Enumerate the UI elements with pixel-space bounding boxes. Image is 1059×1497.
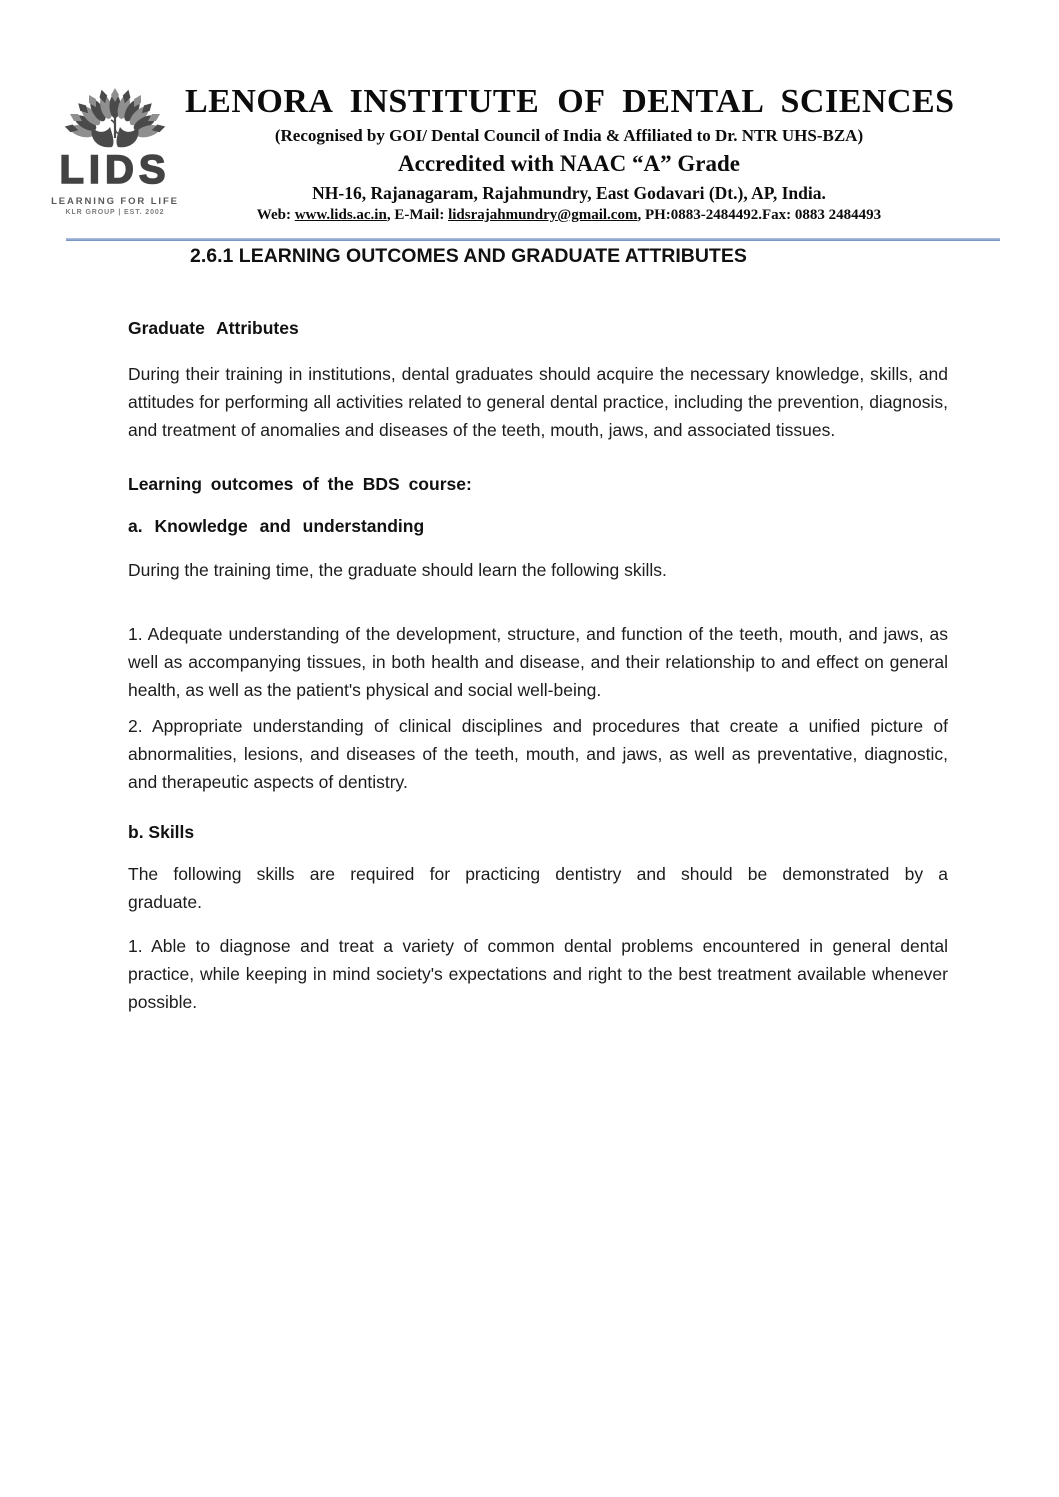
institute-logo [48, 78, 182, 216]
peacock-icon [53, 78, 177, 148]
logo-tagline: LEARNING FOR LIFE [51, 196, 179, 207]
knowledge-item-2: 2. Appropriate understanding of clinical disciplines and procedures that create a unified picture of abnormalities, lesions, and diseases of the teeth, mouth, and jaws, as well as preventative, diagnostic, and therapeutic aspects of dentistry. [128, 716, 948, 792]
recognition-line: (Recognised by GOI/ Dental Council of India & Affiliated to Dr. NTR UHS-BZA) [274, 126, 864, 145]
learning-outcomes-heading: Learning outcomes of the BDS course: [128, 474, 472, 494]
graduate-attributes-heading: Graduate Attributes [128, 318, 299, 338]
logo-acronym: LIDS [59, 148, 171, 192]
phone-fax-text: , PH:0883-2484492.Fax: 0883 2484493 [637, 207, 882, 223]
website-link[interactable]: www.lids.ac.in [294, 207, 387, 223]
letterhead [0, 70, 1059, 240]
logo-subtagline: KLR GROUP | EST. 2002 [65, 209, 165, 216]
address-line: NH-16, Rajanagaram, Rajahmundry, East Godavari (Dt.), AP, India. [312, 183, 826, 203]
skills-item-1: 1. Able to diagnose and treat a variety of common dental problems encountered in general dental practice, while keeping in mind society's expectations and right to the best treatment available whenever possible. [128, 936, 948, 1012]
skills-intro-paragraph: The following skills are required for practicing dentistry and should be demonstrated by a graduate. [128, 864, 948, 912]
contact-separator: , E-Mail: [386, 207, 449, 223]
email-link[interactable]: lidsrajahmundry@gmail.com [448, 207, 638, 223]
letterhead-text [185, 84, 953, 225]
section-title: 2.6.1 LEARNING OUTCOMES AND GRADUATE ATTRIBUTES [190, 245, 747, 267]
web-label: Web: [256, 207, 295, 223]
graduate-attributes-paragraph: During their training in institutions, dental graduates should acquire the necessary knowledge, skills, and attitudes for performing all activities related to general dental practice, including the prevention, diagnosis, and treatment of anomalies and diseases of the teeth, mouth, jaws, and associated tissues. [128, 364, 948, 440]
knowledge-intro-paragraph: During the training time, the graduate should learn the following skills. [128, 560, 667, 580]
document-body [128, 244, 948, 1016]
knowledge-item-1: 1. Adequate understanding of the development, structure, and function of the teeth, mouth, and jaws, as well as accompanying tissues, in both health and disease, and their relationship to and effect on general health, as well as the patient's physical and social well-being. [128, 624, 948, 700]
header-divider [66, 238, 1000, 241]
knowledge-heading: a. Knowledge and understanding [128, 516, 425, 536]
contact-line [185, 206, 953, 225]
skills-heading: b. Skills [128, 822, 195, 842]
institute-name: LENORA INSTITUTE OF DENTAL SCIENCES [185, 83, 955, 120]
accreditation-line: Accredited with NAAC “A” Grade [398, 151, 740, 176]
